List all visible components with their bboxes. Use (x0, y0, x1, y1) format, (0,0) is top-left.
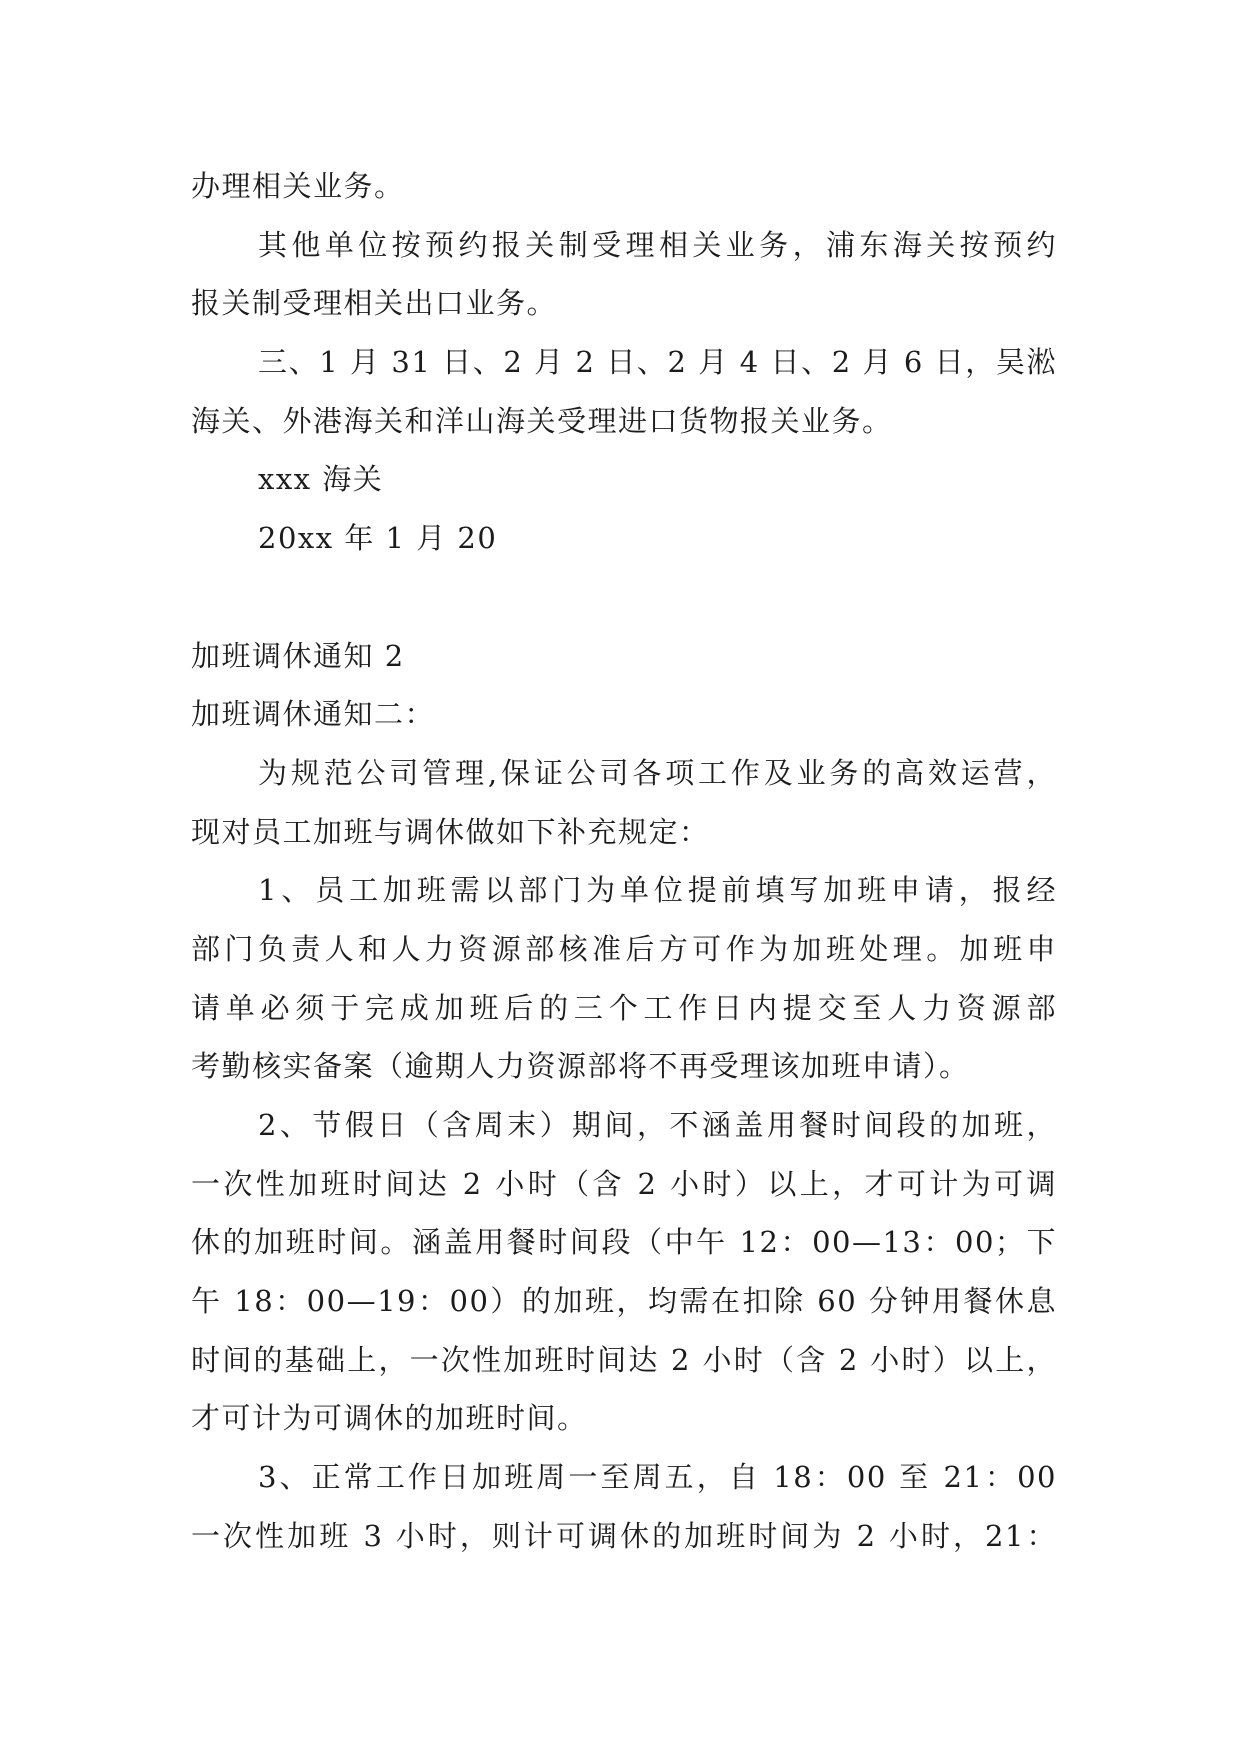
paragraph-line: 办理相关业务。 (191, 169, 405, 203)
paragraph-line: 一次性加班 3 小时，则计可调休的加班时间为 2 小时，21： (191, 1518, 1057, 1553)
paragraph (191, 333, 1057, 450)
paragraph (191, 1096, 1057, 1448)
paragraph-line: 为规范公司管理,保证公司各项工作及业务的高效运营， (258, 755, 1057, 790)
document-body (191, 157, 1057, 1566)
paragraph-line: 时间的基础上，一次性加班时间达 2 小时（含 2 小时）以上， (191, 1342, 1057, 1377)
paragraph (191, 157, 1057, 216)
paragraph-line: 现对员工加班与调休做如下补充规定： (191, 814, 710, 849)
paragraph-line: 1、员工加班需以部门为单位提前填写加班申请，报经 (258, 873, 1057, 908)
paragraph (191, 861, 1057, 1096)
document-title: 加班调休通知 2 (191, 638, 405, 673)
paragraph-line: 一次性加班时间达 2 小时（含 2 小时）以上，才可计为可调 (191, 1166, 1057, 1201)
paragraph-line: 午 18：00—19：00）的加班，均需在扣除 60 分钟用餐休息 (191, 1284, 1057, 1319)
paragraph-line: 休的加班时间。涵盖用餐时间段（中午 12：00—13：00；下 (191, 1225, 1057, 1260)
paragraph-line: 3、正常工作日加班周一至周五，自 18：00 至 21：00 (258, 1460, 1057, 1495)
issue-date: 20xx 年 1 月 20 (258, 521, 498, 556)
paragraph-line: 三、1 月 31 日、2 月 2 日、2 月 4 日、2 月 6 日，吴淞 (258, 345, 1057, 380)
paragraph-line: 报关制受理相关出口业务。 (191, 286, 558, 321)
paragraph-line: 考勤核实备案（逾期人力资源部将不再受理该加班申请）。 (191, 1049, 970, 1084)
paragraph (191, 744, 1057, 861)
paragraph-line: 其他单位按预约报关制受理相关业务，浦东海关按预约 (258, 227, 1057, 262)
issuer-signature: xxx 海关 (258, 462, 384, 497)
paragraph (191, 216, 1057, 333)
paragraph-line: 海关、外港海关和洋山海关受理进口货物报关业务。 (191, 403, 893, 438)
blank-line (191, 568, 1057, 627)
paragraph-line: 部门负责人和人力资源部核准后方可作为加班处理。加班申 (191, 931, 1057, 966)
paragraph-line: 2、节假日（含周末）期间，不涵盖用餐时间段的加班， (258, 1108, 1057, 1142)
paragraph-line: 才可计为可调休的加班时间。 (191, 1401, 588, 1436)
notice-heading: 加班调休通知二： (191, 697, 436, 732)
paragraph (191, 1448, 1057, 1565)
paragraph-line: 请单必须于完成加班后的三个工作日内提交至人力资源部 (191, 990, 1057, 1025)
